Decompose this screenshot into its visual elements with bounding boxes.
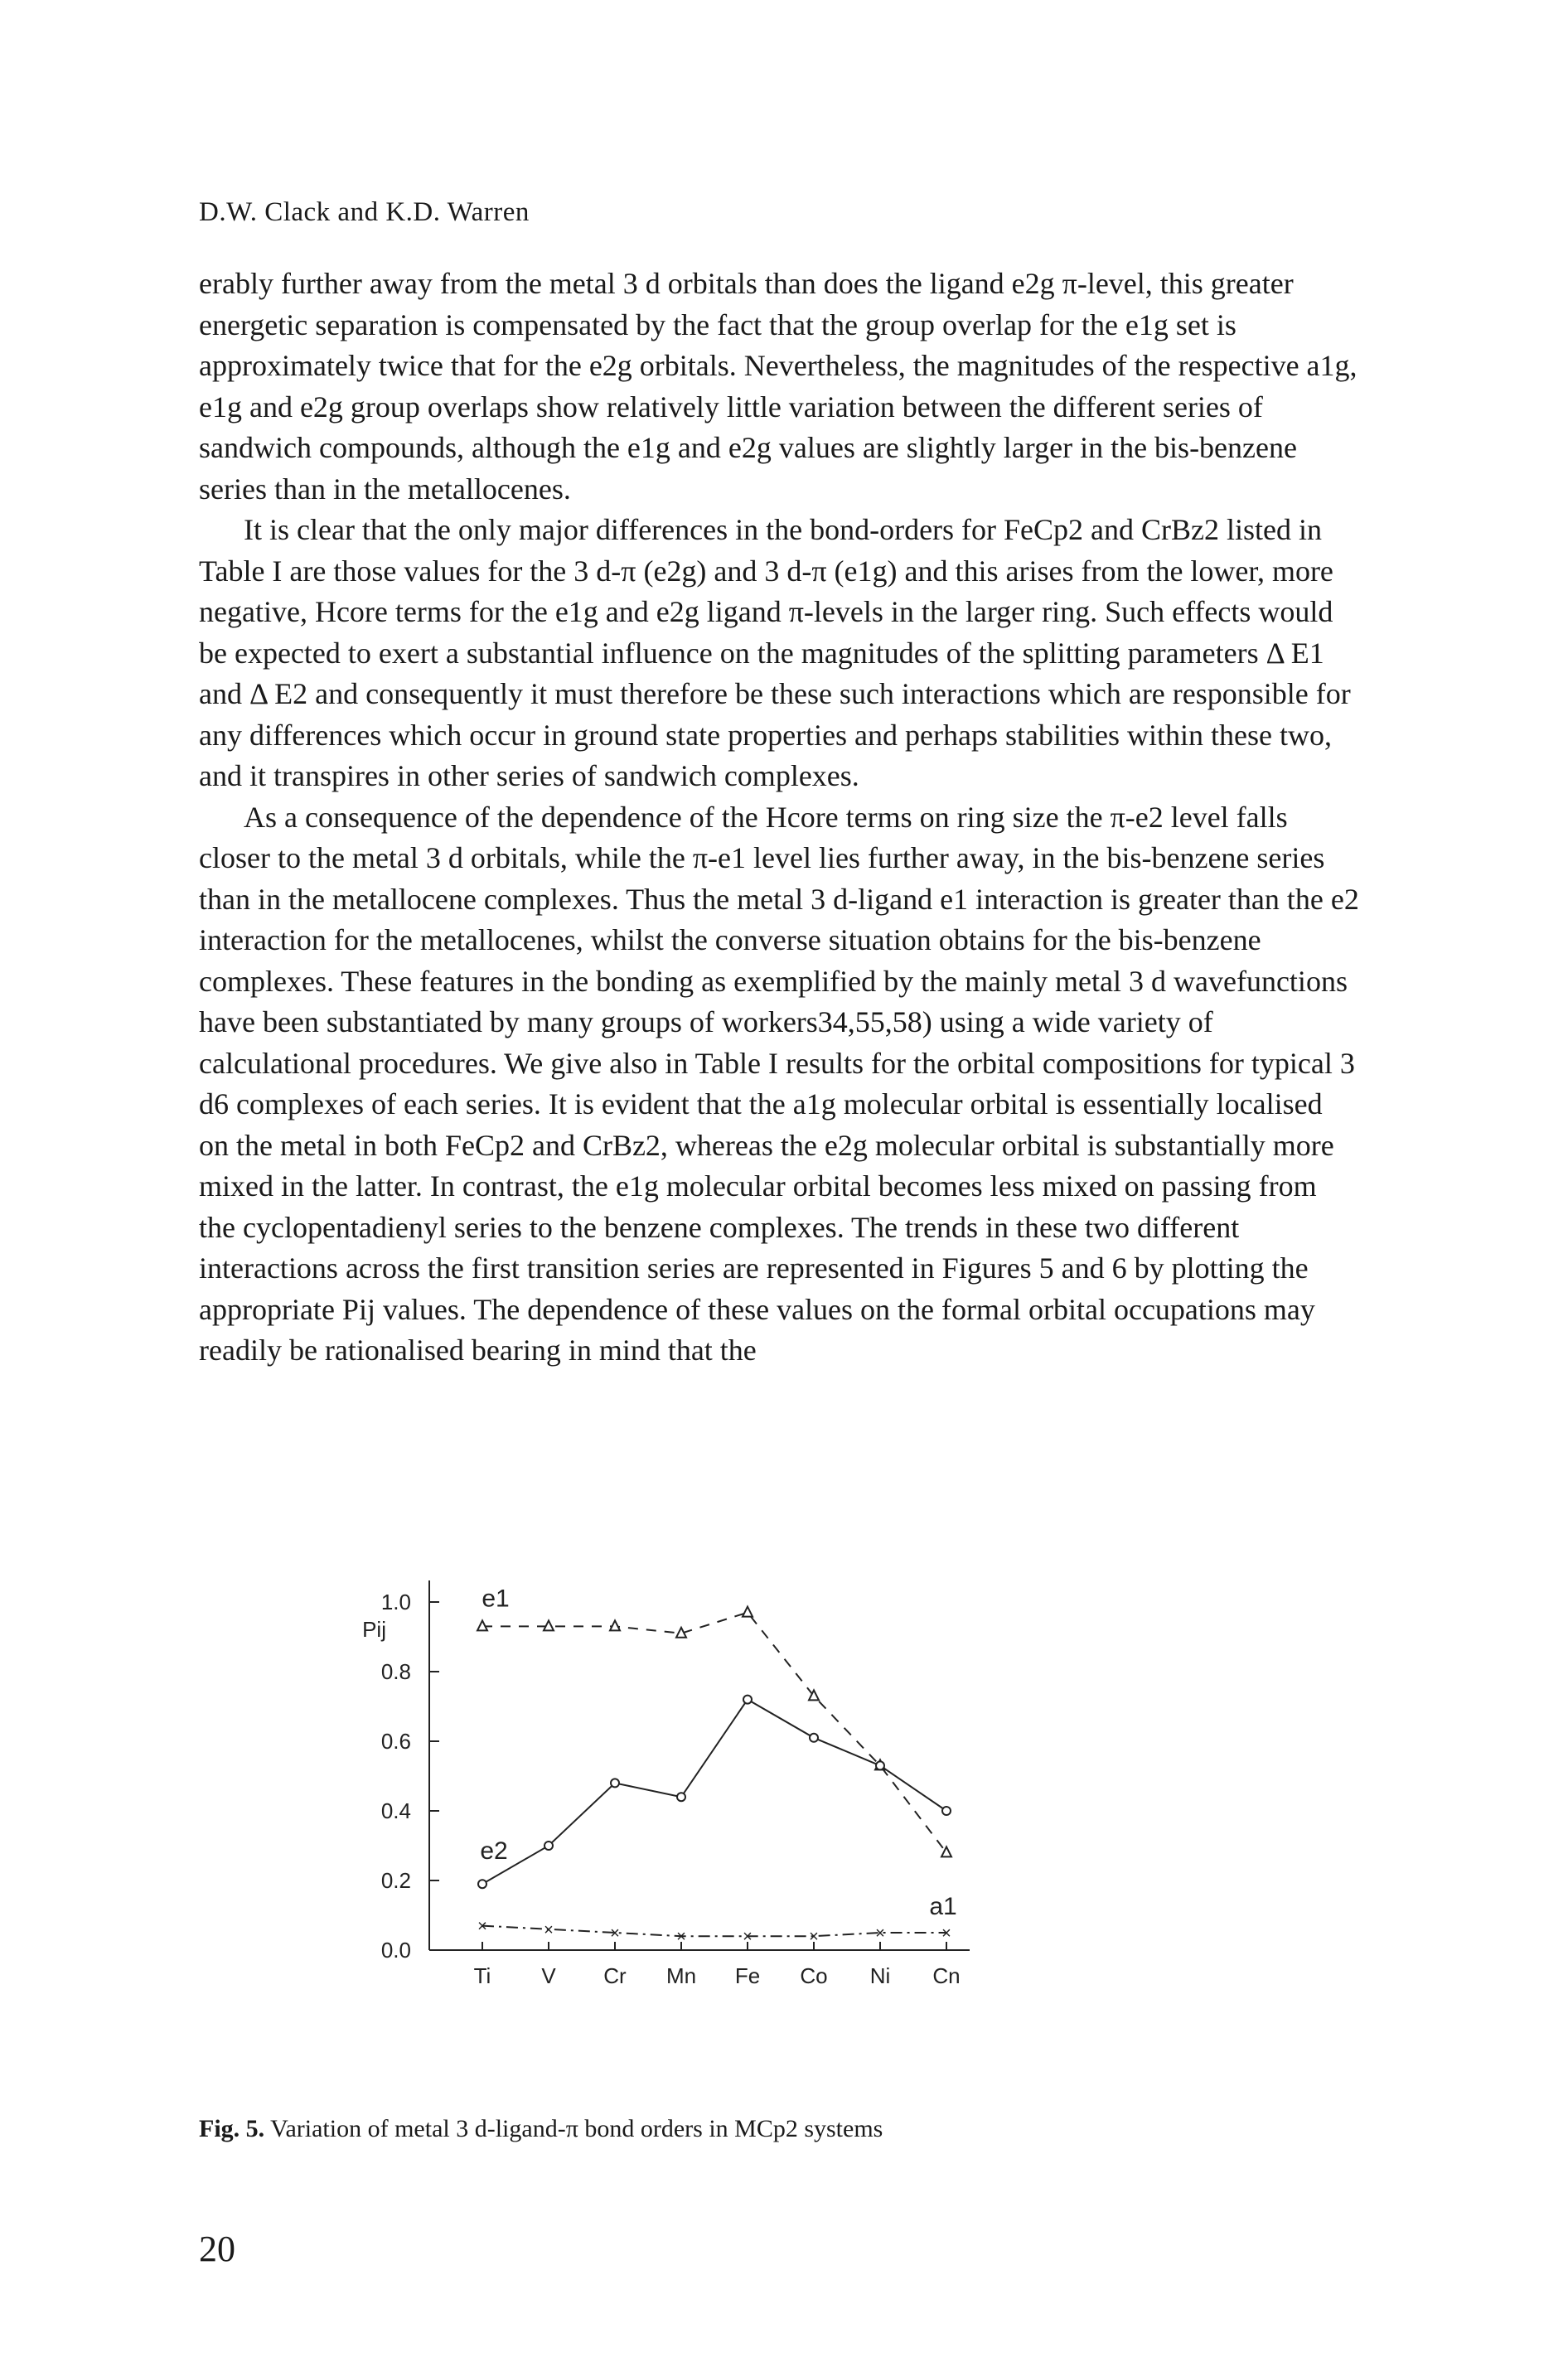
- y-tick-label: 0.8: [380, 1659, 411, 1684]
- y-tick-label: 0.4: [380, 1798, 411, 1823]
- data-point-a1: ×: [743, 1928, 753, 1947]
- data-point-a1: ×: [809, 1928, 819, 1947]
- series-label-e2: e2: [480, 1837, 508, 1866]
- data-point-e1: [743, 1607, 753, 1617]
- data-point-e2: [677, 1793, 685, 1801]
- caption-label: Fig. 5.: [199, 2115, 265, 2142]
- x-tick-label: Co: [800, 1963, 828, 1988]
- data-point-e2: [942, 1807, 951, 1815]
- figure-caption: [199, 2115, 883, 2143]
- series-label-e1: e1: [482, 1585, 510, 1613]
- x-tick-label: Ni: [869, 1963, 891, 1988]
- caption-text: Variation of metal 3 d-ligand-π bond orders in MCp2 systems: [270, 2115, 883, 2142]
- data-point-a1: ×: [544, 1920, 554, 1939]
- y-tick-label: 0.6: [380, 1729, 411, 1754]
- paragraph: erably further away from the metal 3 d orbitals than does the ligand e2g π-level, this greater energetic separation is compensated by the fact that the group overlap for the e1g set is approximately twice that for the e2g orbitals. Nevertheless, the magnitudes of the respective a1g, e1g and e2g group overlaps show relatively little variation between the different series of sandwich compounds, although the e1g and e2g values are slightly larger in the bis-benzene series than in the metallocenes.: [199, 267, 1357, 506]
- data-point-a1: ×: [610, 1924, 620, 1943]
- x-tick-label: Ti: [473, 1963, 491, 1988]
- series-label-a1: a1: [929, 1893, 957, 1920]
- x-tick-label: Fe: [734, 1963, 761, 1988]
- data-point-e2: [611, 1779, 619, 1787]
- running-head: D.W. Clack and K.D. Warren: [199, 197, 530, 227]
- data-point-e2: [810, 1734, 818, 1742]
- page-number: 20: [199, 2229, 235, 2269]
- y-axis-label: Pij: [362, 1617, 386, 1642]
- data-point-e2: [544, 1842, 553, 1850]
- x-tick-label: Cn: [932, 1963, 961, 1988]
- body-text: [199, 264, 1359, 1372]
- data-point-a1: ×: [676, 1928, 686, 1947]
- data-point-a1: ×: [941, 1924, 951, 1943]
- data-point-a1: ×: [875, 1924, 885, 1943]
- x-tick-label: V: [541, 1963, 556, 1988]
- data-point-e2: [876, 1761, 884, 1769]
- data-point-e2: [478, 1880, 486, 1888]
- x-tick-label: Mn: [665, 1963, 697, 1988]
- y-tick-label: 0.2: [380, 1868, 411, 1893]
- paragraph: It is clear that the only major differences in the bond-orders for FeCp2 and CrBz2 listed in Table I are those values for the 3 d-π (e2g) and 3 d-π (e1g) and this arises from the lower, more negative, Hcore terms for the e1g and e2g ligand π-levels in the larger ring. Such effects would be expected to exert a substantial influence on the magnitudes of the splitting parameters Δ E1 and Δ E2 and consequently it must therefore be these such interactions which are responsible for any differences which occur in ground state properties and perhaps stabilities within these two, and it transpires in other series of sandwich complexes.: [199, 513, 1351, 792]
- x-tick-label: Cr: [603, 1963, 627, 1988]
- y-tick-label: 1.0: [380, 1590, 411, 1614]
- data-point-e1: [941, 1847, 951, 1856]
- series-line-e2: [482, 1700, 946, 1885]
- paragraph: As a consequence of the dependence of the Hcore terms on ring size the π-e2 level falls closer to the metal 3 d orbitals, while the π-e1 level lies further away, in the bis-benzene series than in the metallocene complexes. Thus the metal 3 d-ligand e1 interaction is greater than the e2 interaction for the metallocenes, whilst the converse situation obtains for the bis-benzene complexes. These features in the bonding as exemplified by the mainly metal 3 d wavefunctions have been substantiated by many groups of workers34,55,58) using a wide variety of calculational procedures. We give also in Table I results for the orbital compositions for typical 3 d6 complexes of each series. It is evident that the a1g molecular orbital is essentially localised on the metal in both FeCp2 and CrBz2, whereas the e2g molecular orbital is substantially more mixed in the latter. In contrast, the e1g molecular orbital becomes less mixed on passing from the cyclopentadienyl series to the benzene complexes. The trends in these two different interactions across the first transition series are represented in Figures 5 and 6 by plotting the appropriate Pij values. The dependence of these values on the formal orbital occupations may readily be rationalised bearing in mind that the: [199, 800, 1359, 1367]
- figure: [356, 1562, 1019, 2026]
- series-line-e1: [482, 1613, 946, 1853]
- data-point-e2: [743, 1696, 752, 1704]
- data-point-a1: ×: [477, 1917, 487, 1936]
- bond-order-chart: [356, 1562, 1019, 2026]
- y-tick-label: 0.0: [380, 1938, 411, 1963]
